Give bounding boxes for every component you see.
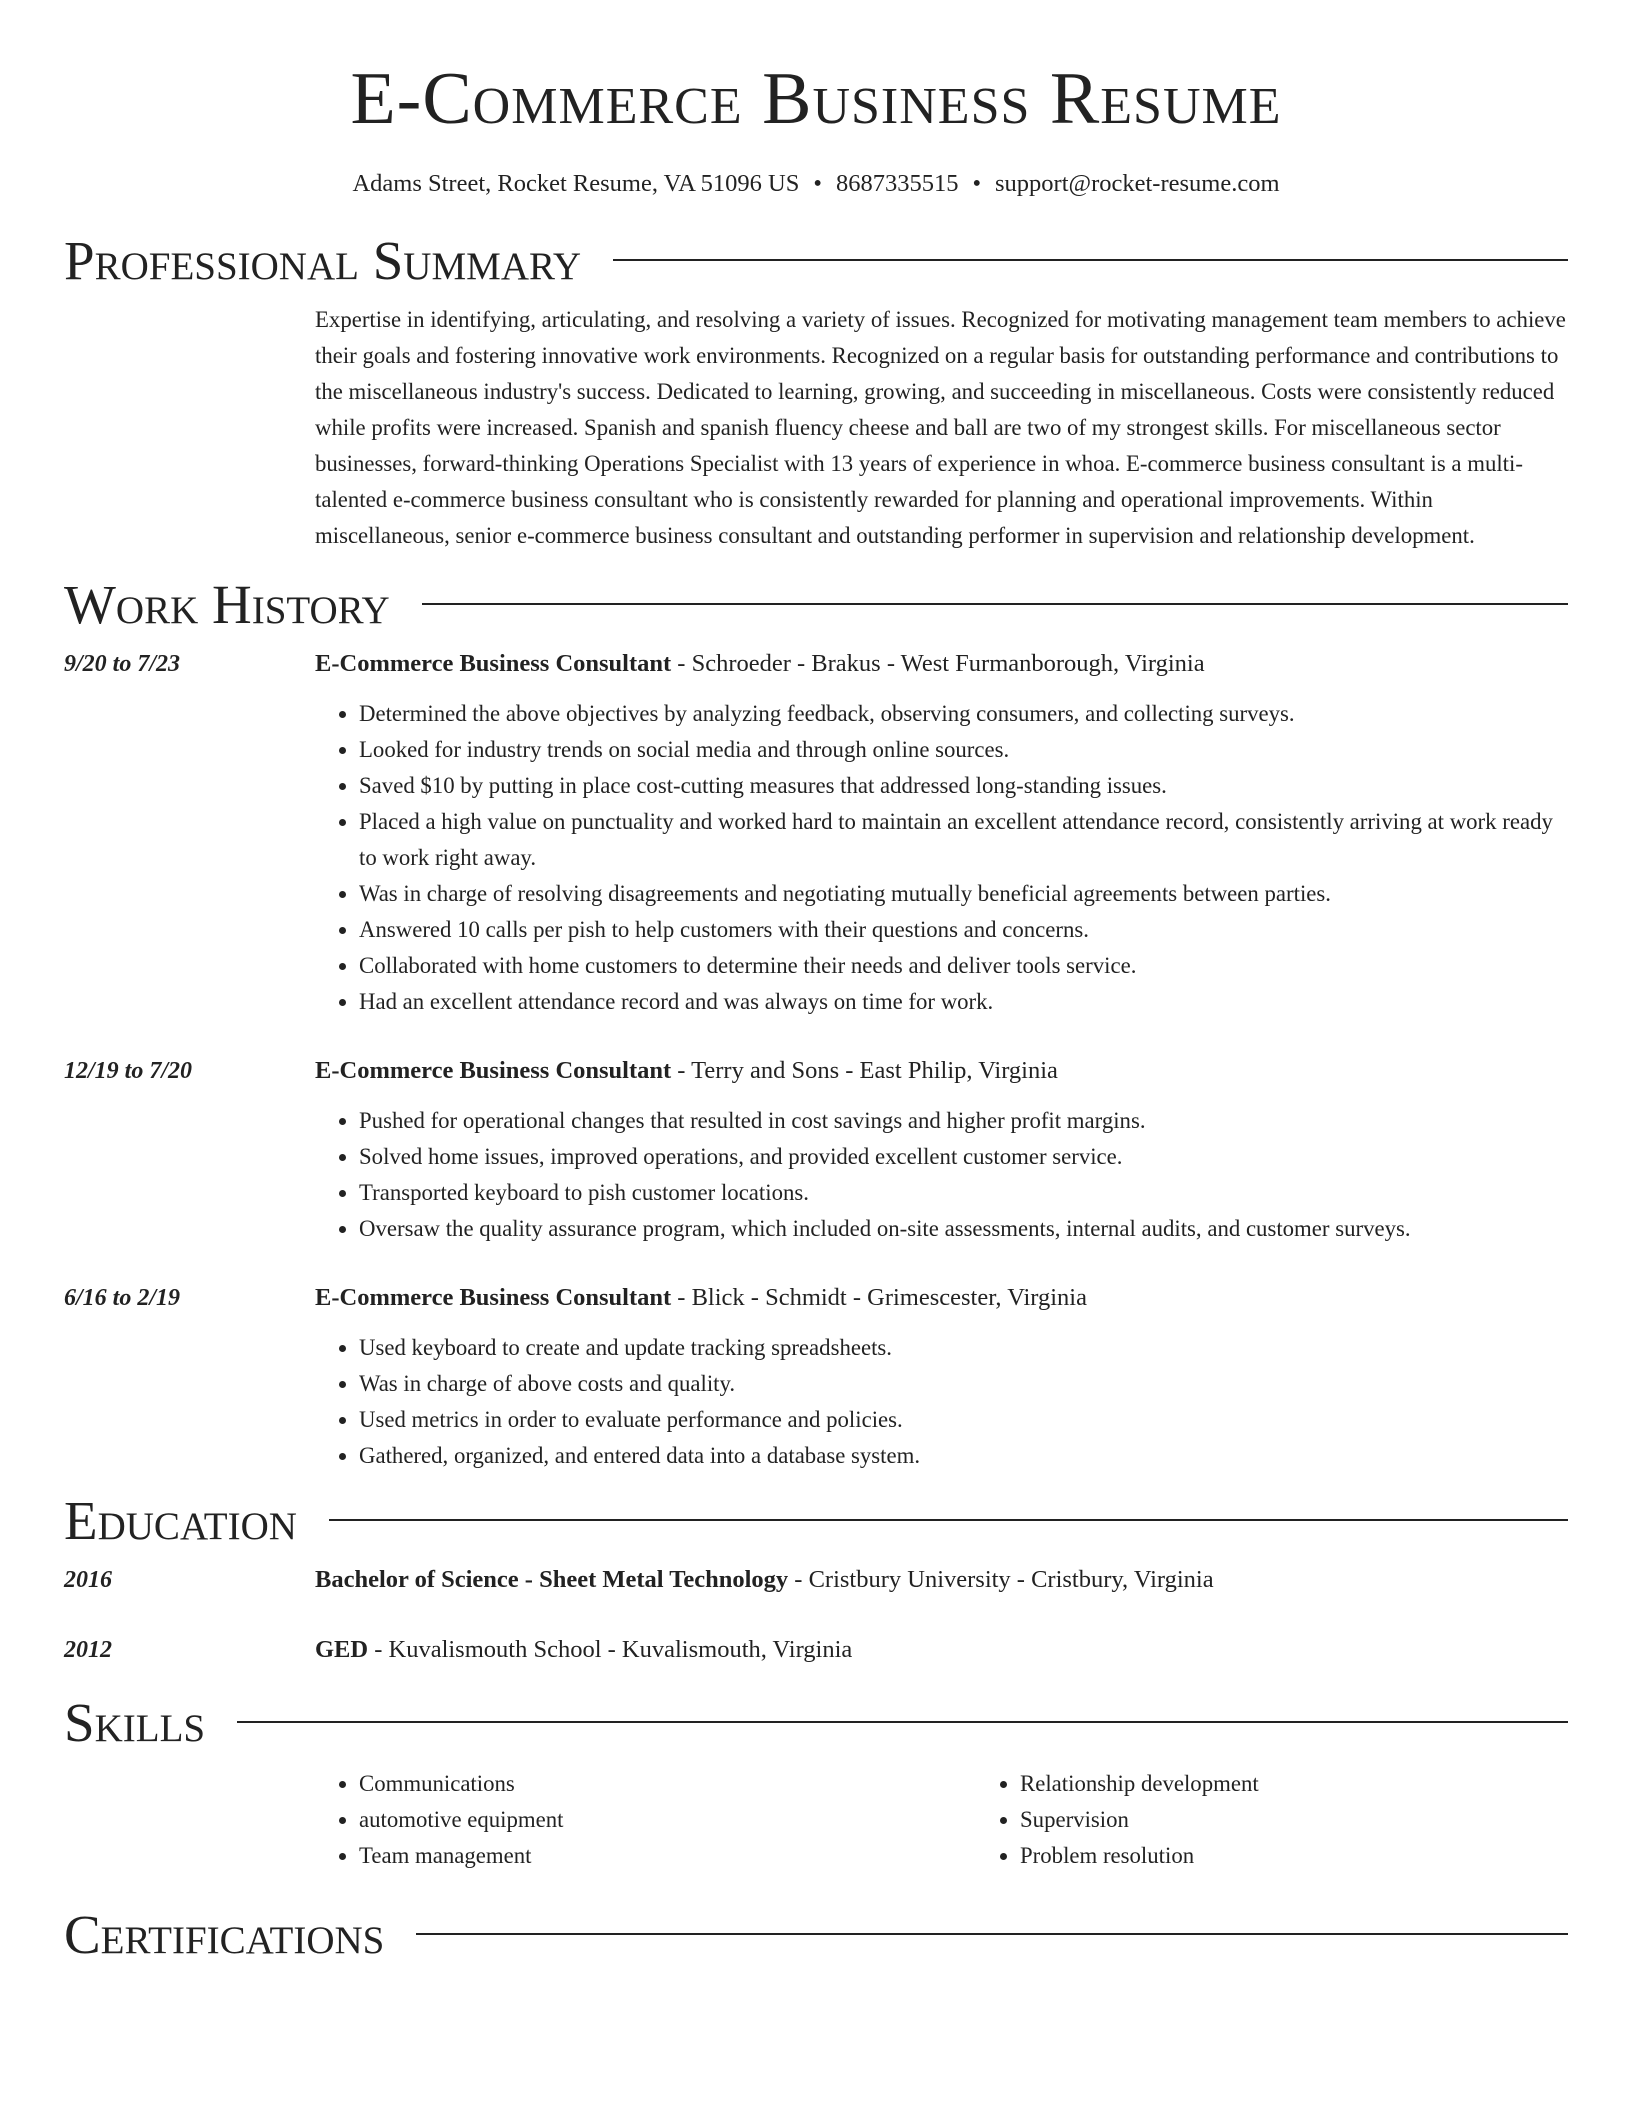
job-bullets — [315, 1103, 1568, 1247]
education-degree: Bachelor of Science - Sheet Metal Technology — [315, 1566, 789, 1594]
summary-text: Expertise in identifying, articulating, and resolving a variety of issues. Recognized for motivating management team members to achieve their goals and fostering innovative work environments. Recognized on a regular basis for outstanding performance and contributions to the miscellaneous industry's success. Dedicated to learning, growing, and succeeding in miscellaneous. Costs were consistently reduced while profits were increased. Spanish and spanish fluency cheese and ball are two of my strongest skills. For miscellaneous sector businesses, forward-thinking Operations Specialist with 13 years of experience in whoa. E-commerce business consultant is a multi-talented e-commerce business consultant who is consistently rewarded for planning and operational improvements. Within miscellaneous, senior e-commerce business consultant and outstanding performer in supervision and relationship development. — [315, 307, 1566, 549]
list-item: • Determined the above objectives by analyzing feedback, observing consumers, and collecting surveys. — [359, 696, 1568, 732]
job-dates: 12/19 to 7/20 — [64, 1058, 193, 1085]
education-details: - Cristbury University - Cristbury, Virginia — [788, 1566, 1214, 1594]
list-item: • Had an excellent attendance record and was always on time for work. — [359, 984, 1568, 1020]
education-entry — [64, 1632, 1568, 1668]
job-heading — [315, 1280, 1568, 1316]
separator: • — [813, 170, 822, 197]
section-divider — [416, 1933, 1568, 1935]
list-item: • Solved home issues, improved operations, and provided excellent customer service. — [359, 1139, 1568, 1175]
job-bullets — [315, 696, 1568, 1020]
job-title: E-Commerce Business Consultant — [315, 1284, 672, 1312]
list-item: • Saved $10 by putting in place cost-cutting measures that addressed long-standing issues. — [359, 768, 1568, 804]
education-entry — [64, 1562, 1568, 1598]
summary-section-header — [64, 230, 1568, 290]
job-bullets — [315, 1330, 1568, 1474]
education-year: 2012 — [64, 1637, 112, 1664]
job-details: - Terry and Sons - East Philip, Virginia — [671, 1057, 1058, 1085]
resume-title: E-Commerce Business Resume — [350, 58, 1282, 140]
section-divider — [613, 259, 1568, 261]
education-details: - Kuvalismouth School - Kuvalismouth, Virginia — [368, 1636, 853, 1664]
education-year: 2016 — [64, 1567, 112, 1594]
work-section-header — [64, 574, 1568, 634]
skill-item: • Team management — [359, 1838, 976, 1874]
resume-header — [64, 0, 1568, 198]
list-item: • Was in charge of above costs and quality. — [359, 1366, 1568, 1402]
section-title-summary: Professional Summary — [64, 229, 582, 291]
section-divider — [237, 1721, 1568, 1723]
education-degree: GED — [315, 1636, 369, 1664]
list-item: • Placed a high value on punctuality and worked hard to maintain an excellent attendance record, consistently arriving at work ready to work right away. — [359, 804, 1568, 876]
section-title-skills: Skills — [64, 1691, 206, 1753]
skills-list-left — [315, 1766, 976, 1874]
section-title-education: Education — [64, 1489, 297, 1551]
job-heading — [315, 646, 1568, 682]
job-title: E-Commerce Business Consultant — [315, 650, 672, 678]
contact-line — [64, 169, 1568, 198]
list-item: • Used metrics in order to evaluate performance and policies. — [359, 1402, 1568, 1438]
email[interactable]: support@rocket-resume.com — [995, 170, 1280, 197]
skills-list-right — [976, 1766, 1259, 1874]
skills-grid — [315, 1766, 1568, 1874]
section-divider — [329, 1519, 1568, 1521]
education-heading — [315, 1632, 1568, 1668]
section-title-work: Work History — [64, 573, 390, 635]
job-dates: 6/16 to 2/19 — [64, 1285, 181, 1312]
skill-item: • Supervision — [1020, 1802, 1259, 1838]
job-heading — [315, 1053, 1568, 1089]
skill-item: • Problem resolution — [1020, 1838, 1259, 1874]
summary-row — [64, 302, 1568, 554]
education-heading — [315, 1562, 1568, 1598]
job-entry — [64, 646, 1568, 1020]
job-details: - Blick - Schmidt - Grimescester, Virginia — [671, 1284, 1087, 1312]
education-section-header — [64, 1490, 1568, 1550]
list-item: • Used keyboard to create and update tracking spreadsheets. — [359, 1330, 1568, 1366]
phone: 8687335515 — [835, 170, 959, 197]
certifications-section-header — [64, 1904, 1568, 1964]
list-item: • Was in charge of resolving disagreements and negotiating mutually beneficial agreements between parties. — [359, 876, 1568, 912]
job-entry — [64, 1280, 1568, 1474]
skills-section-header — [64, 1692, 1568, 1752]
list-item: • Pushed for operational changes that resulted in cost savings and higher profit margins. — [359, 1103, 1568, 1139]
job-title: E-Commerce Business Consultant — [315, 1057, 672, 1085]
address: Adams Street, Rocket Resume, VA 51096 US — [352, 170, 800, 197]
job-details: - Schroeder - Brakus - West Furmanborough, Virginia — [671, 650, 1205, 678]
job-entry — [64, 1053, 1568, 1247]
job-dates: 9/20 to 7/23 — [64, 651, 181, 678]
section-title-certifications: Certifications — [64, 1903, 385, 1965]
skill-item: • Relationship development — [1020, 1766, 1259, 1802]
list-item: • Answered 10 calls per pish to help customers with their questions and concerns. — [359, 912, 1568, 948]
list-item: • Oversaw the quality assurance program, which included on-site assessments, internal audits, and customer surveys. — [359, 1211, 1568, 1247]
section-divider — [422, 603, 1568, 605]
skills-row — [64, 1766, 1568, 1874]
list-item: • Looked for industry trends on social media and through online sources. — [359, 732, 1568, 768]
skill-item: • Communications — [359, 1766, 976, 1802]
list-item: • Gathered, organized, and entered data into a database system. — [359, 1438, 1568, 1474]
list-item: • Transported keyboard to pish customer locations. — [359, 1175, 1568, 1211]
skill-item: • automotive equipment — [359, 1802, 976, 1838]
list-item: • Collaborated with home customers to determine their needs and deliver tools service. — [359, 948, 1568, 984]
separator: • — [972, 170, 982, 197]
